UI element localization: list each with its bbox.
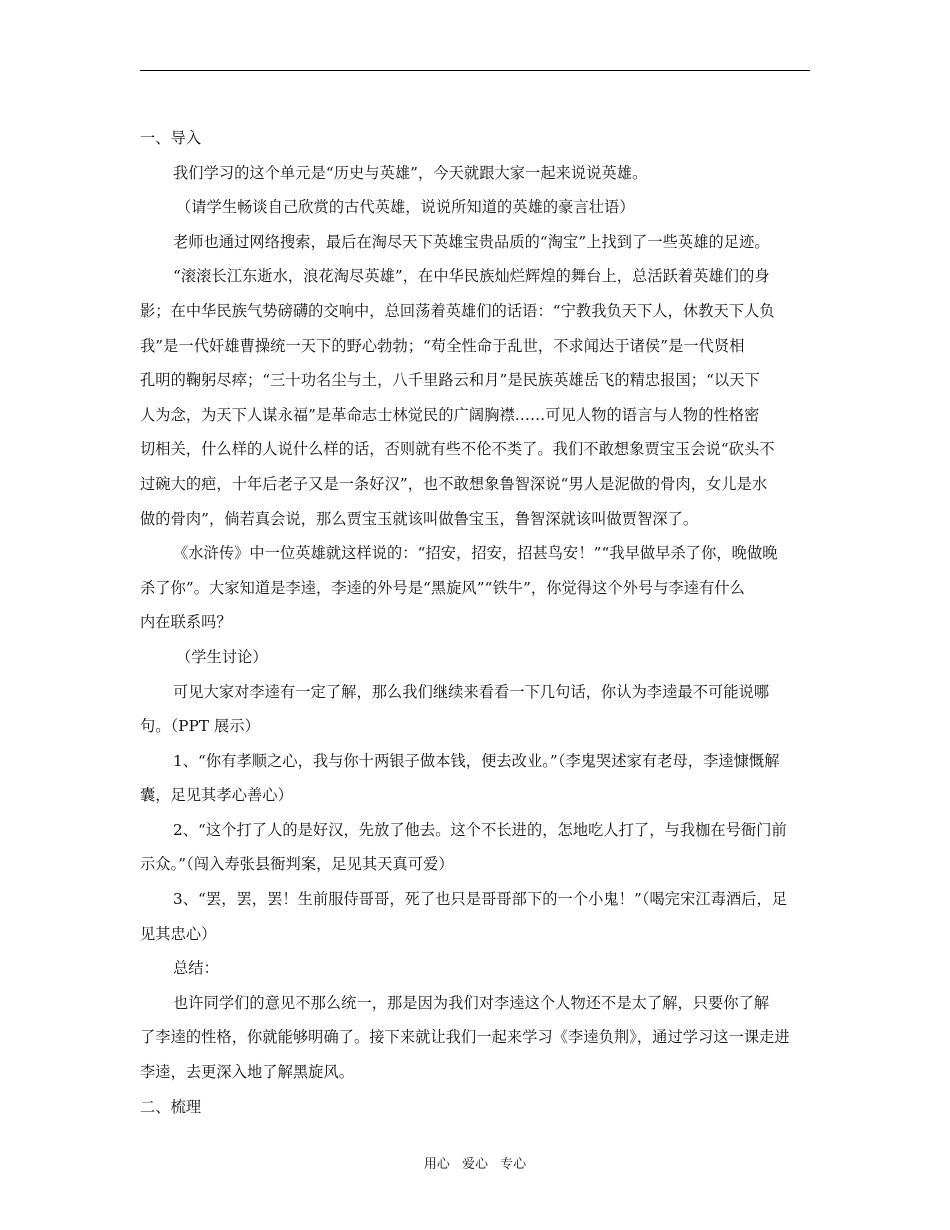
text-line: 内在联系吗？ xyxy=(140,613,232,632)
text-line: （请学生畅谈自己欣赏的古代英雄，说说所知道的英雄的豪言壮语） xyxy=(176,198,635,217)
text-line: “滚滚长江东逝水，浪花淘尽英雄”，在中华民族灿烂辉煌的舞台上，总活跃着英雄们的身 xyxy=(173,267,770,286)
text-line: 二、梳理 xyxy=(140,1097,202,1116)
text-line: 《水浒传》中一位英雄就这样说的：“招安，招安，招甚鸟安！”“我早做早杀了你，晚做晚 xyxy=(173,544,778,563)
text-line: 老师也通过网络搜索，最后在淘尽天下英雄宝贵品质的“淘宝”上找到了一些英雄的足迹。 xyxy=(173,232,770,251)
text-line: 了李逵的性格，你就能够明确了。接下来就让我们一起来学习《李逵负荆》，通过学习这一课走进 xyxy=(140,1028,790,1047)
text-line: 我”是一代奸雄曹操统一天下的野心勃勃；“苟全性命于乱世，不求闻达于诸侯”是一代贤相 xyxy=(140,336,745,355)
page-footer: 用心 爱心 专心 xyxy=(423,1157,527,1172)
text-line: 句。（PPT 展示） xyxy=(140,717,260,736)
text-line: 做的骨肉”，倘若真会说，那么贾宝玉就该叫做鲁宝玉，鲁智深就该叫做贾智深了。 xyxy=(140,509,699,528)
text-line: 切相关，什么样的人说什么样的话，否则就有些不伦不类了。我们不敢想象贾宝玉会说“砍头不 xyxy=(140,440,775,459)
header-rule xyxy=(140,70,810,71)
text-line: 孔明的鞠躬尽瘁；“三十功名尘与土，八千里路云和月”是民族英雄岳飞的精忠报国；“以天下 xyxy=(140,371,760,390)
text-line: 人为念，为天下人谋永福”是革命志士林觉民的广阔胸襟……可见人物的语言与人物的性格密 xyxy=(140,405,760,424)
text-line: 过碗大的疤，十年后老子又是一条好汉”，也不敢想象鲁智深说“男人是泥做的骨肉，女儿是水 xyxy=(140,474,768,493)
text-line: 我们学习的这个单元是“历史与英雄”，今天就跟大家一起来说说英雄。 xyxy=(173,163,648,182)
text-line: 囊，足见其孝心善心） xyxy=(140,786,293,805)
document-body xyxy=(140,121,810,1124)
text-line: 总结： xyxy=(173,959,219,978)
text-line: （学生讨论） xyxy=(176,647,268,666)
text-line: 一、导入 xyxy=(140,129,202,147)
text-line: 也许同学们的意见不那么统一，那是因为我们对李逵这个人物还不是太了解，只要你了解 xyxy=(173,993,770,1012)
text-line: 杀了你”。大家知道是李逵，李逵的外号是“黑旋风”“铁牛”，你觉得这个外号与李逵有什么 xyxy=(140,578,745,597)
text-line: 可见大家对李逵有一定了解，那么我们继续来看看一下几句话，你认为李逵最不可能说哪 xyxy=(173,682,770,701)
text-line: 3、“罢，罢，罢！生前服侍哥哥，死了也只是哥哥部下的一个小鬼！”（喝完宋江毒酒后，足 xyxy=(173,890,788,909)
text-line: 影；在中华民族气势磅礴的交响中，总回荡着英雄们的话语：“宁教我负天下人，休教天下人负 xyxy=(140,301,775,320)
text-line: 李逵，去更深入地了解黑旋风。 xyxy=(140,1063,355,1082)
text-line: 示众。”（闯入寿张县衙判案，足见其天真可爱） xyxy=(140,855,454,874)
text-line: 2、“这个打了人的是好汉，先放了他去。这个不长进的，怎地吃人打了，与我枷在号衙门前 xyxy=(173,820,787,839)
text-line: 1、“你有孝顺之心，我与你十两银子做本钱，便去改业。”（李鬼哭述家有老母，李逵慷慨解 xyxy=(173,751,780,770)
text-line: 见其忠心） xyxy=(140,924,217,943)
